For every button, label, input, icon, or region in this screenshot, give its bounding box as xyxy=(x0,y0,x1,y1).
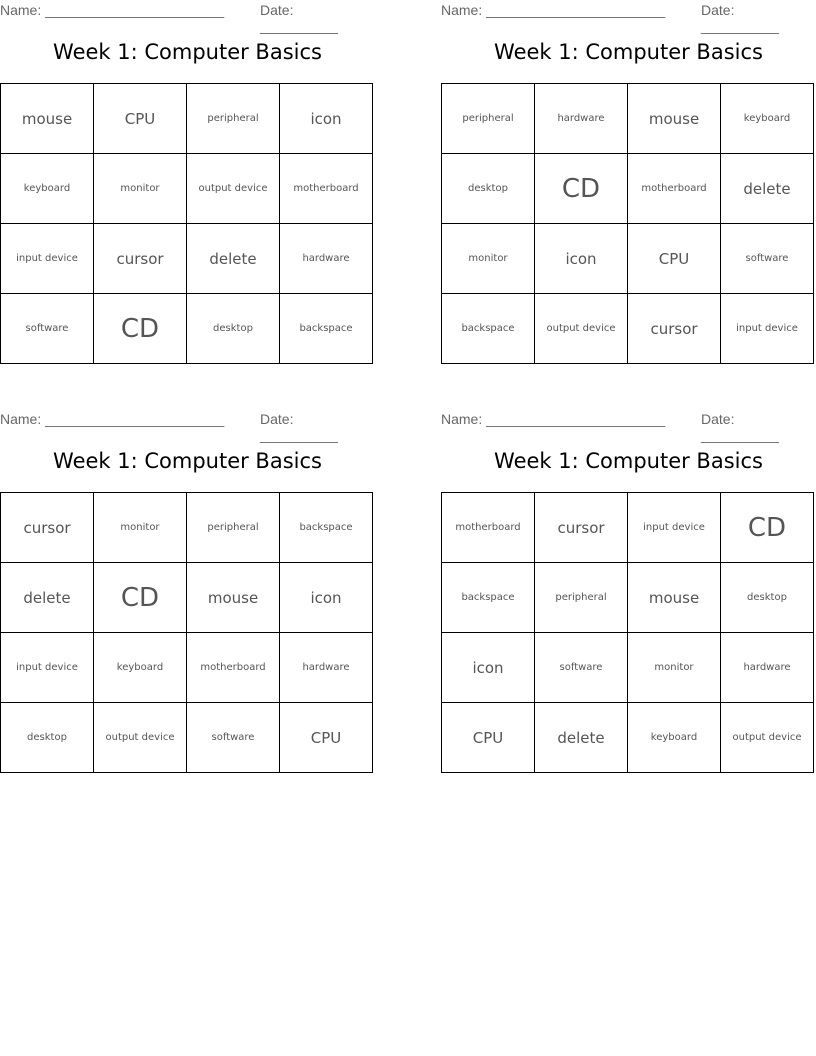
grid-cell: software xyxy=(535,633,628,703)
grid-cell: CD xyxy=(94,563,187,633)
grid-cell: delete xyxy=(535,703,628,773)
grid-cell: motherboard xyxy=(187,633,280,703)
grid-cell: CD xyxy=(94,294,187,364)
grid-cell: hardware xyxy=(280,224,373,294)
grid-cell: icon xyxy=(280,84,373,154)
grid-cell: input device xyxy=(1,633,94,703)
bingo-grid xyxy=(0,492,373,773)
card-title: Week 1: Computer Basics xyxy=(53,40,322,64)
grid-cell: backspace xyxy=(442,294,535,364)
grid-cell: desktop xyxy=(1,703,94,773)
bingo-card-3 xyxy=(0,409,375,804)
grid-cell: monitor xyxy=(94,493,187,563)
grid-cell: peripheral xyxy=(442,84,535,154)
bingo-grid xyxy=(441,492,814,773)
grid-cell: keyboard xyxy=(94,633,187,703)
grid-cell: peripheral xyxy=(187,84,280,154)
grid-cell: CD xyxy=(535,154,628,224)
grid-cell: CPU xyxy=(442,703,535,773)
grid-cell: software xyxy=(1,294,94,364)
grid-cell: CPU xyxy=(94,84,187,154)
grid-cell: delete xyxy=(721,154,814,224)
grid-cell: CPU xyxy=(280,703,373,773)
grid-cell: hardware xyxy=(535,84,628,154)
date-field: Date: __________ xyxy=(260,411,338,443)
grid-cell: monitor xyxy=(628,633,721,703)
grid-cell: backspace xyxy=(280,294,373,364)
grid-cell: input device xyxy=(1,224,94,294)
grid-row xyxy=(442,633,814,703)
bingo-card-2 xyxy=(441,0,816,395)
grid-cell: keyboard xyxy=(1,154,94,224)
name-field: Name: _______________________ xyxy=(441,2,666,18)
grid-cell: icon xyxy=(535,224,628,294)
grid-cell: keyboard xyxy=(628,703,721,773)
grid-cell: keyboard xyxy=(721,84,814,154)
grid-cell: desktop xyxy=(187,294,280,364)
grid-cell: output device xyxy=(535,294,628,364)
grid-cell: icon xyxy=(442,633,535,703)
name-field: Name: _______________________ xyxy=(0,411,225,427)
grid-cell: motherboard xyxy=(442,493,535,563)
name-field: Name: _______________________ xyxy=(0,2,225,18)
grid-row xyxy=(1,563,373,633)
grid-cell: cursor xyxy=(94,224,187,294)
grid-cell: software xyxy=(721,224,814,294)
grid-cell: cursor xyxy=(628,294,721,364)
grid-cell: delete xyxy=(187,224,280,294)
grid-row xyxy=(1,84,373,154)
grid-cell: desktop xyxy=(721,563,814,633)
grid-cell: CPU xyxy=(628,224,721,294)
date-field: Date: __________ xyxy=(701,2,779,34)
grid-cell: motherboard xyxy=(280,154,373,224)
grid-cell: mouse xyxy=(187,563,280,633)
date-field: Date: __________ xyxy=(701,411,779,443)
bingo-grid xyxy=(0,83,373,364)
grid-row xyxy=(442,703,814,773)
card-fields xyxy=(441,409,816,443)
card-fields xyxy=(441,0,816,34)
bingo-card-4 xyxy=(441,409,816,804)
grid-row xyxy=(442,84,814,154)
grid-cell: mouse xyxy=(628,84,721,154)
card-fields xyxy=(0,409,375,443)
card-title: Week 1: Computer Basics xyxy=(53,449,322,473)
grid-row xyxy=(442,154,814,224)
card-title: Week 1: Computer Basics xyxy=(494,449,763,473)
grid-row xyxy=(1,294,373,364)
grid-cell: mouse xyxy=(1,84,94,154)
grid-cell: output device xyxy=(94,703,187,773)
grid-row xyxy=(442,224,814,294)
grid-cell: motherboard xyxy=(628,154,721,224)
grid-cell: peripheral xyxy=(187,493,280,563)
grid-cell: backspace xyxy=(280,493,373,563)
grid-cell: hardware xyxy=(721,633,814,703)
name-field: Name: _______________________ xyxy=(441,411,666,427)
grid-row xyxy=(1,154,373,224)
grid-cell: icon xyxy=(280,563,373,633)
grid-cell: cursor xyxy=(1,493,94,563)
grid-cell: monitor xyxy=(94,154,187,224)
grid-cell: delete xyxy=(1,563,94,633)
grid-row xyxy=(442,294,814,364)
grid-row xyxy=(1,703,373,773)
grid-cell: peripheral xyxy=(535,563,628,633)
grid-row xyxy=(1,493,373,563)
grid-cell: input device xyxy=(628,493,721,563)
bingo-grid xyxy=(441,83,814,364)
date-field: Date: __________ xyxy=(260,2,338,34)
grid-cell: input device xyxy=(721,294,814,364)
grid-cell: output device xyxy=(721,703,814,773)
grid-cell: CD xyxy=(721,493,814,563)
grid-row xyxy=(1,633,373,703)
card-fields xyxy=(0,0,375,34)
bingo-card-1 xyxy=(0,0,375,395)
grid-row xyxy=(442,493,814,563)
grid-cell: mouse xyxy=(628,563,721,633)
grid-row xyxy=(442,563,814,633)
grid-cell: hardware xyxy=(280,633,373,703)
grid-cell: monitor xyxy=(442,224,535,294)
grid-cell: cursor xyxy=(535,493,628,563)
card-title: Week 1: Computer Basics xyxy=(494,40,763,64)
grid-row xyxy=(1,224,373,294)
grid-cell: desktop xyxy=(442,154,535,224)
grid-cell: backspace xyxy=(442,563,535,633)
grid-cell: output device xyxy=(187,154,280,224)
grid-cell: software xyxy=(187,703,280,773)
